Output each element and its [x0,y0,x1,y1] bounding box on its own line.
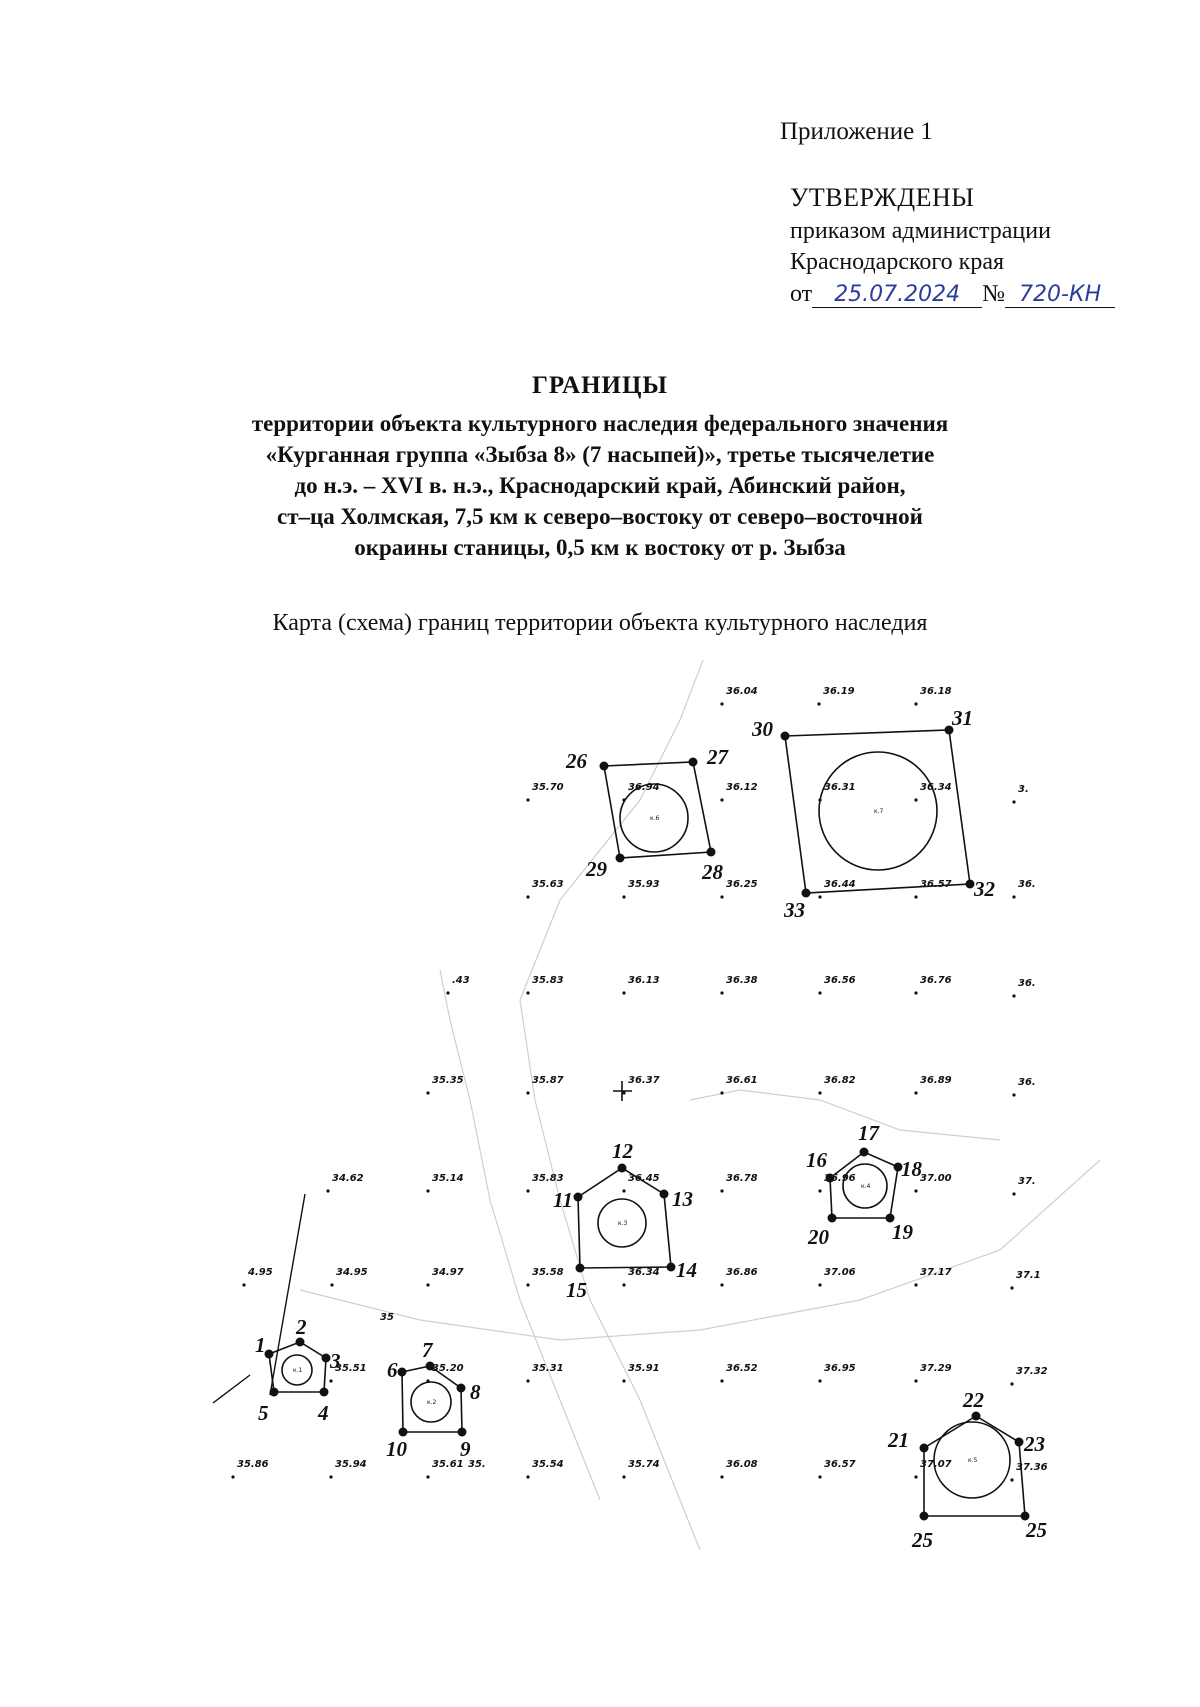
point-number: 26 [566,749,587,773]
boundary-vertex [616,854,625,863]
survey-point [914,1475,917,1478]
elevation-mark: 36.25 [726,879,758,890]
point-number: 31 [952,706,973,730]
document-title: ГРАНИЦЫ [532,372,668,399]
survey-point [818,1475,821,1478]
elevation-mark: 35.51 [335,1363,367,1374]
point-number: 15 [566,1278,587,1302]
elevation-mark: 37.29 [920,1363,952,1374]
appendix-label: Приложение 1 [780,118,933,145]
point-number: 5 [258,1401,269,1425]
elevation-mark: 36.52 [726,1363,758,1374]
survey-point [526,1379,529,1382]
subtitle-line: до н.э. – XVI в. н.э., Краснодарский край, Абинский район, [294,473,906,498]
point-number: 27 [707,745,728,769]
elevation-mark: 36.94 [628,782,660,793]
survey-point [426,1189,429,1192]
road-line [270,1194,305,1395]
survey-point [622,1189,625,1192]
boundary-vertex [920,1512,929,1521]
elevation-mark: 35.31 [532,1363,564,1374]
point-number: 10 [386,1437,407,1461]
survey-point [720,1189,723,1192]
survey-point [914,1091,917,1094]
survey-point [1010,1478,1013,1481]
elevation-mark: 34.62 [332,1173,364,1184]
point-number: 6 [387,1358,398,1382]
elevation-mark: 36.89 [920,1075,952,1086]
point-number: 17 [858,1121,879,1145]
boundary-vertex [860,1148,869,1157]
survey-point [720,1475,723,1478]
elevation-mark: 35.93 [628,879,660,890]
boundary-vertex [707,848,716,857]
elevation-mark: 36. [1018,879,1036,890]
boundary-vertex [265,1350,274,1359]
elevation-mark: 35.86 [237,1459,269,1470]
survey-point [1010,1382,1013,1385]
point-number: 8 [470,1380,481,1404]
survey-point [526,1283,529,1286]
subtitle-line: ст–ца Холмская, 7,5 км к северо–востоку от северо–восточной [277,504,923,529]
survey-point [622,895,625,898]
elevation-mark: 36.57 [824,1459,856,1470]
point-number: 23 [1024,1432,1045,1456]
elevation-mark: 35.35 [432,1075,464,1086]
survey-point [720,702,723,705]
elevation-mark: 35.74 [628,1459,660,1470]
elevation-mark: 34.95 [336,1267,368,1278]
mound-label: к.7 [874,808,884,815]
boundary-vertex [270,1388,279,1397]
elevation-mark: 37.17 [920,1267,952,1278]
boundary-vertex [618,1164,627,1173]
survey-point [622,991,625,994]
elevation-mark: 36.13 [628,975,660,986]
approved-heading: УТВЕРЖДЕНЫ [790,183,975,212]
point-number: 12 [612,1139,633,1163]
elevation-mark: 36.37 [628,1075,660,1086]
survey-point [817,702,820,705]
survey-point [1012,994,1015,997]
boundary-vertex [972,1412,981,1421]
elevation-mark: 36.45 [628,1173,660,1184]
elevation-mark: 35. [468,1459,486,1470]
survey-point [1012,895,1015,898]
survey-point [622,1091,625,1094]
elevation-mark: 37.1 [1016,1270,1041,1281]
point-number: 22 [963,1388,984,1412]
point-number: 30 [752,717,773,741]
elevation-mark: 36.61 [726,1075,758,1086]
survey-point [818,1091,821,1094]
point-number: 13 [672,1187,693,1211]
elevation-mark: 35.54 [532,1459,564,1470]
boundary-vertex [574,1193,583,1202]
point-number: 32 [974,877,995,901]
elevation-mark: 35.58 [532,1267,564,1278]
survey-point [914,1283,917,1286]
elevation-mark: 37.07 [920,1459,952,1470]
mound-label: к.1 [293,1367,303,1374]
survey-point [526,1091,529,1094]
survey-point [1012,1093,1015,1096]
survey-point [526,1475,529,1478]
subtitle-line: территории объекта культурного наследия федерального значения [251,411,949,436]
survey-point [914,1379,917,1382]
elevation-mark: 36. [1018,978,1036,989]
point-number: 16 [806,1148,827,1172]
mound-boundary [604,762,711,858]
elevation-mark: 36.31 [824,782,856,793]
boundary-vertex [828,1214,837,1223]
map-caption: Карта (схема) границ территории объекта культурного наследия [272,610,928,636]
elevation-mark: 36.08 [726,1459,758,1470]
elevation-mark: 36.86 [726,1267,758,1278]
survey-point [914,798,917,801]
survey-point [914,1189,917,1192]
point-numbers [255,706,1047,1552]
mound-label: к.4 [861,1183,871,1190]
point-number: 29 [586,857,607,881]
elevation-mark: 36.19 [823,686,855,697]
elevation-mark: 35.20 [432,1363,464,1374]
point-number: 25 [912,1528,933,1552]
elevation-mark: 35.83 [532,1173,564,1184]
survey-point [526,991,529,994]
elevation-mark: 35.94 [335,1459,367,1470]
elevation-mark: 4.95 [248,1267,273,1278]
point-number: 1 [255,1333,266,1357]
survey-point [231,1475,234,1478]
survey-point [720,798,723,801]
survey-point [914,895,917,898]
mound-label: к.2 [427,1399,437,1406]
point-number: 25 [1026,1518,1047,1542]
point-number: 2 [296,1315,307,1339]
number-prefix: № [982,281,1006,307]
boundary-vertex [1015,1438,1024,1447]
boundary-vertex [660,1190,669,1199]
elevation-mark: 36.96 [824,1173,856,1184]
point-number: 11 [553,1188,573,1212]
elevation-mark: 3. [1018,784,1029,795]
survey-point [329,1475,332,1478]
survey-point [326,1189,329,1192]
elevation-mark: 35.63 [532,879,564,890]
boundary-vertex [802,889,811,898]
elevation-mark: 36.44 [824,879,856,890]
boundary-vertex [458,1428,467,1437]
elevation-mark: 35 [380,1312,394,1323]
elevation-mark: 36.34 [920,782,952,793]
mound-label: к.6 [650,815,660,822]
elevation-mark: 37.36 [1016,1462,1048,1473]
point-number: 21 [888,1428,909,1452]
elevation-mark: 34.97 [432,1267,464,1278]
mound-label: к.3 [618,1220,628,1227]
boundary-vertex [600,762,609,771]
survey-point [426,1475,429,1478]
approved-by-line-2: Краснодарского края [790,249,1005,275]
survey-point [818,991,821,994]
boundary-vertex [689,758,698,767]
survey-point [1012,800,1015,803]
point-number: 9 [460,1437,471,1461]
road-line-2 [213,1375,250,1403]
survey-point [818,1379,821,1382]
subtitle-line: окраины станицы, 0,5 км к востоку от р. Зыбза [354,535,846,560]
survey-point [622,1379,625,1382]
survey-point [818,1283,821,1286]
elevation-mark: 36. [1018,1077,1036,1088]
elevation-mark: 35.83 [532,975,564,986]
elevation-mark: 35.61 [432,1459,464,1470]
survey-point [720,1379,723,1382]
point-number: 14 [676,1258,697,1282]
survey-point [1010,1286,1013,1289]
survey-point [426,1283,429,1286]
elevation-mark: 36.38 [726,975,758,986]
survey-point [329,1379,332,1382]
subtitle-line: «Курганная группа «Зыбза 8» (7 насыпей)», третье тысячелетие [265,442,935,467]
survey-point [720,991,723,994]
elevation-mark: 36.95 [824,1363,856,1374]
survey-point [426,1379,429,1382]
elevation-mark: .43 [452,975,470,986]
survey-point [622,798,625,801]
point-number: 4 [318,1401,329,1425]
mound-label: к.5 [968,1457,978,1464]
point-number: 18 [901,1157,922,1181]
elevation-mark: 36.56 [824,975,856,986]
boundary-vertex [920,1444,929,1453]
point-number: 28 [702,860,723,884]
survey-point [526,1189,529,1192]
survey-point [914,991,917,994]
approved-by-line-1: приказом администрации [790,218,1051,244]
elevation-mark: 36.34 [628,1267,660,1278]
survey-point [526,895,529,898]
survey-point [818,895,821,898]
survey-point [720,1283,723,1286]
mound-boundaries [265,726,1030,1521]
survey-point [526,798,529,801]
elevation-mark: 35.14 [432,1173,464,1184]
elevation-mark: 36.57 [920,879,952,890]
boundary-vertex [320,1388,329,1397]
boundary-vertex [576,1264,585,1273]
survey-point [914,702,917,705]
elevation-mark: 37.06 [824,1267,856,1278]
boundary-vertex [399,1428,408,1437]
elevation-mark: 37.00 [920,1173,952,1184]
boundary-vertex [457,1384,466,1393]
elevation-mark: 36.18 [920,686,952,697]
survey-point [330,1283,333,1286]
elevation-mark: 35.91 [628,1363,660,1374]
elevation-mark: 36.78 [726,1173,758,1184]
elevation-mark: 37. [1018,1176,1036,1187]
point-number: 33 [784,898,805,922]
elevation-marks [231,686,1047,1482]
elevation-mark: 36.12 [726,782,758,793]
point-number: 19 [892,1220,913,1244]
survey-point [818,1189,821,1192]
survey-point [622,1283,625,1286]
survey-point [720,1091,723,1094]
elevation-mark: 36.76 [920,975,952,986]
elevation-mark: 36.82 [824,1075,856,1086]
point-number: 3 [330,1349,341,1373]
survey-point [242,1283,245,1286]
order-date: 25.07.2024 [812,282,982,308]
order-number: 720-КН [1005,282,1115,308]
survey-point [426,1091,429,1094]
date-prefix: от [790,281,813,307]
survey-point [1012,1192,1015,1195]
survey-point [446,991,449,994]
boundary-vertex [667,1263,676,1272]
elevation-mark: 36.04 [726,686,758,697]
boundary-vertex [398,1368,407,1377]
point-number: 20 [808,1225,829,1249]
survey-point [720,895,723,898]
elevation-mark: 35.70 [532,782,564,793]
elevation-mark: 37.32 [1016,1366,1048,1377]
elevation-mark: 35.87 [532,1075,564,1086]
survey-point [818,798,821,801]
survey-point [622,1475,625,1478]
point-number: 7 [422,1338,433,1362]
boundary-vertex [781,732,790,741]
